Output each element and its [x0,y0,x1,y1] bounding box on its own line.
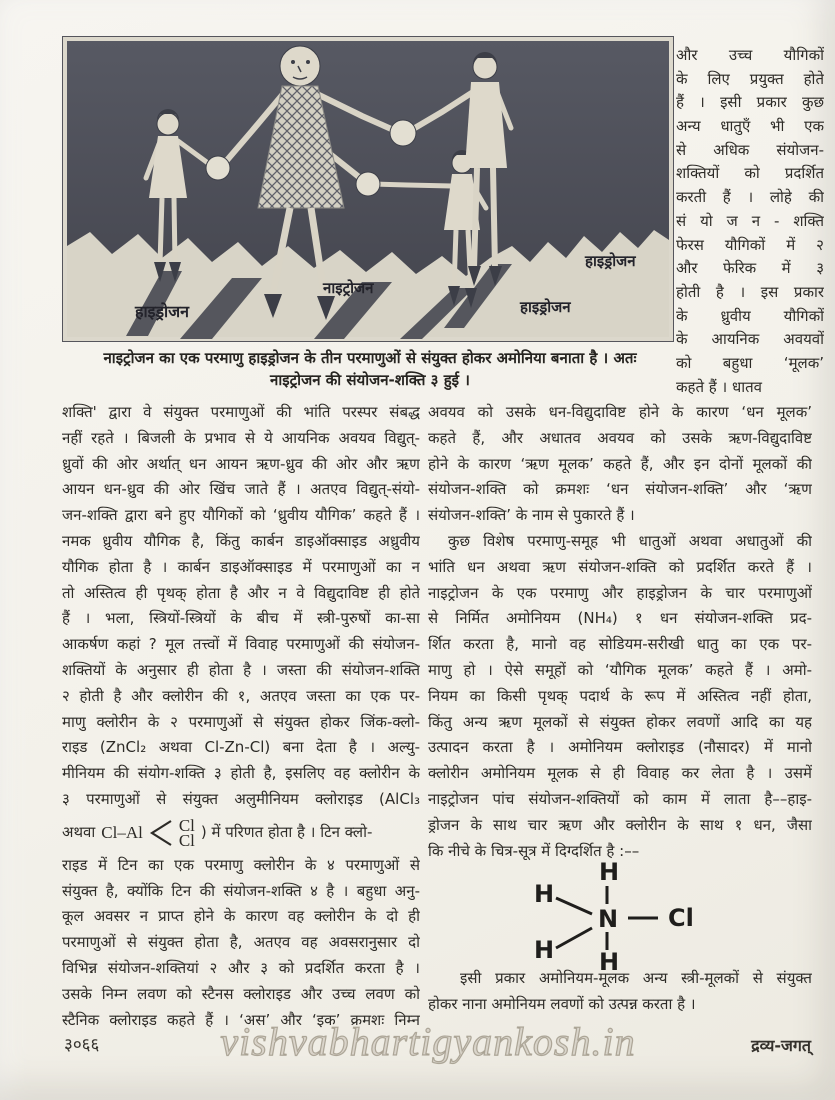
text-line: २ होती है और क्लोरीन की १, अतएव जस्ता का एक पर- [62,686,420,705]
text-line: संयोजन-शक्ति’ के नाम से पुकारते हैं । [428,506,635,525]
text-line: किंतु अन्य ऋण मूलकों से संयुक्त होकर लवणों आदि का यह [428,712,812,731]
text-line: ड्रोजन के साथ चार ऋण और क्लोरीन के साथ १ धन, जैसा [428,815,812,834]
photo-caption [62,347,678,391]
text-line: अन्य धातुएँ भी एक [676,117,824,136]
label-hydrogen-mid: हाइड्रोजन [520,298,571,316]
atom-n-center: N [598,905,619,933]
text-line: शक्तियों के अनुसार ही होता है । जस्ता की संयोजन-शक्ति [62,660,420,679]
text-line: से अधिक संयोजन- [676,140,824,159]
text-line: सं यो ज न - शक्ति [676,211,824,230]
text-line: राइड में टिन का एक परमाणु क्लोरीन के ४ परमाणुओं से [62,855,420,874]
text-line: कि नीचे के चित्र-सूत्र में दिग्दर्शित है :–– [428,841,640,860]
section-title: द्रव्य-जगत् [751,1036,811,1055]
formula-branch-stack [178,815,195,850]
text-line: संयोजन-शक्ति को क्रमशः ‘धन संयोजन-शक्ति’ और ‘ऋण [428,480,812,499]
text-line: नियम का किसी पृथक् पदार्थ के रूप में अस्तित्व नहीं होता, [428,686,812,705]
formula-branch-bottom: Cl [178,830,195,850]
text-line: ३ परमाणुओं से संयुक्त अलुमीनियम क्लोराइड (AlCl₃ [62,789,420,808]
text-line: को बहुधा ‘मूलक’ [676,353,824,372]
text-line: और फेरिक में ३ [676,259,824,278]
text-line: मीनियम की संयोग-शक्ति ३ होती है, इसलिए वह क्लोरीन के [62,764,420,783]
atom-h-top: H [599,860,620,886]
label-hydrogen-left: हाइड्रोजन [135,302,189,321]
text-line: होकर नाना अमोनियम लवणों को उत्पन्न करता है । [428,994,696,1013]
text-line: फेरस यौगिकों में २ [676,235,824,254]
formula-suffix: ) में परिणत होता है । टिन क्लो- [200,822,373,841]
caption-line: नाइट्रोजन का एक परमाणु हाइड्रोजन के तीन परमाणुओं से संयुक्त होकर अमोनिया बनाता है । अतः [103,349,637,367]
text-line: हैं । इसी प्रकार कुछ [676,93,824,112]
branch-lines-icon [149,817,173,849]
text-line: अवयव को उसके धन-विद्युदाविष्ट होने के कारण ‘धन मूलक’ [428,403,812,421]
text-line: के लिए प्रयुक्त होते [676,69,824,88]
ammonia-family-illustration [62,36,674,342]
formula-branch-top: Cl [178,815,195,835]
text-line: भांति धन अथवा ऋण संयोजन-शक्ति को प्रदर्शित करते हैं । [428,557,812,576]
text-line: यौगिक होता है । कार्बन डाइऑक्साइड में परमाणुओं का न [62,557,420,576]
text-line: संयुक्त है, क्योंकि टिन की संयोजन-शक्ति ४ है । बहुधा अनु- [62,881,420,900]
text-line: होने के कारण ‘ऋण मूलक’ कहते हैं, और इन दोनों मूलकों की [428,454,812,473]
text-line: आकर्षण कहां ? मूल तत्त्वों में विवाह परमाणुओं की संयोजन- [62,635,420,654]
side-column [676,44,824,399]
text-line: नमक ध्रुवीय यौगिक है, किंतु कार्बन डाइऑक्साइड अध्रुवीय [62,531,420,550]
nh4cl-structure [512,860,732,972]
text-line: इसी प्रकार अमोनियम-मूलक अन्य स्त्री-मूलकों से संयुक्त [460,969,812,987]
text-line: होती है । इस प्रकार [676,282,824,301]
text-line: उत्पादन करता है । अमोनियम क्लोराइड (नौसादर) में मानो [428,738,812,757]
label-nitrogen-center: नाइट्रोजन [323,279,374,297]
formula-prefix: अथवा [62,822,96,841]
text-line: से निर्मित अमोनियम (NH₄) १ धन संयोजन-शक्ति प्रद- [428,609,812,628]
text-line: कहते हैं । धातव [676,377,762,396]
text-line: विभिन्न संयोजन-शक्तियां २ और ३ को प्रदर्शित करता है । [62,958,420,977]
text-line: उसके निम्न लवण को स्टैनस क्लोराइड और उच्च लवण को [62,984,420,1003]
text-line: माणु क्लोरीन के २ परमाणुओं से संयुक्त होकर जिंक-क्लो- [62,712,420,731]
text-line: करती हैं । लोहे की [676,188,824,207]
atom-h-upper-left: H [534,880,555,908]
left-column [62,400,420,1033]
caption-line: नाइट्रोजन की संयोजन-शक्ति ३ हुई । [270,371,470,389]
text-line: र्शित करता है, मानो वह सोडियम-सरीखी धातु का एक पर- [428,635,812,654]
text-line: तो अस्तित्व ही पृथक् होता है और न वे विद्युदाविष्ट ही होते [62,583,420,602]
text-line: कहते हैं, और अधातव अवयव को उसके ऋण-विद्युदाविष्ट [428,428,812,447]
formula-metal: Cl–Al [101,822,143,842]
atom-h-bottom: H [599,948,620,972]
text-line: ध्रुवों की ओर अर्थात् धन आयन ऋण-ध्रुव की ओर और ऋण [62,454,420,473]
label-hydrogen-right: हाइड्रोजन [585,252,636,270]
chem-structure-diagram [512,860,732,972]
text-line: शक्ति' द्वारा वे संयुक्त परमाणुओं की भांति परस्पर संबद्ध [62,403,420,421]
text-line: राइड (ZnCl₂ अथवा Cl-Zn-Cl) बना देता है । अल्यु- [62,738,420,757]
atom-h-lower-left: H [534,936,555,964]
text-line: नाइट्रोजन के एक परमाणु और हाइड्रोजन के चार परमाणुओं [428,583,812,602]
text-line: और उच्च यौगिकों [676,46,824,64]
text-line: नहीं रहते । बिजली के प्रभाव से ये आयनिक अवयव विद्युत्- [62,428,420,447]
closing-paragraph [428,966,812,1018]
text-line: के आयनिक अवयवों [676,330,824,349]
chem-formula-line [62,813,420,853]
photo-illustration [62,36,674,342]
atom-cl-right: Cl [668,904,694,932]
text-line: कूल अवसर न प्राप्त होने के कारण वह क्लोरीन के दो ही [62,907,420,926]
text-line: माणु हो । ऐसे समूहों को ‘यौगिक मूलक’ कहते हैं । अमो- [428,660,812,679]
text-line: जन-शक्ति द्वारा बने हुए यौगिकों को ‘ध्रुवीय यौगिक’ कहते हैं । [62,506,420,525]
text-line: कुछ विशेष परमाणु-समूह भी धातुओं अथवा अधातुओं की [448,531,812,550]
text-line: परमाणुओं से संयुक्त होता है, अतएव वह अवसरानुसार दो [62,933,420,952]
text-line: क्लोरीन अमोनियम मूलक से ही विवाह कर लेता है । उसमें [428,764,812,783]
page-number: ३०६६ [64,1035,100,1055]
text-line: के ध्रुवीय यौगिकों [676,306,824,325]
text-line: हैं । भला, स्त्रियों-स्त्रियों के बीच में स्त्री-पुरुषों का-सा [62,609,420,628]
text-line: आयन धन-ध्रुव की ओर खिंच जाते हैं । अतएव विद्युत्-संयो- [62,480,420,499]
text-line: स्टैनिक क्लोराइड कहते हैं । ‘अस’ और ‘इक’ क्रमशः निम्न [62,1010,420,1029]
text-line: नाइट्रोजन पांच संयोजन-शक्तियों को काम में लाता है––हाइ- [428,789,812,808]
right-column [428,400,812,864]
text-line: शक्तियों को प्रदर्शित [676,164,824,183]
watermark: vishvabhartigyankosh.in [220,1019,636,1064]
